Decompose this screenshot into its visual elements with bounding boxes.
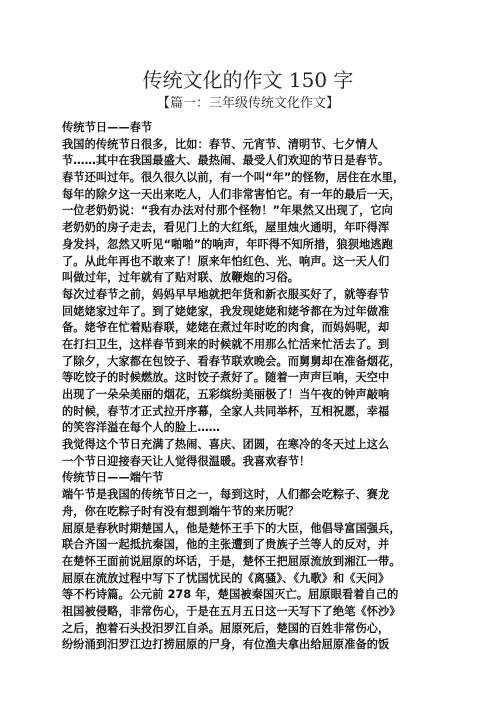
text-line: 舟，你在吃粽子时有没有想到端午节的来历呢？: [62, 504, 300, 518]
text-line: 我国的传统节日很多，比如：春节、元宵节、清明节、七夕情人: [62, 137, 379, 151]
text-line: 叫做过年，过年就有了贴对联、放鞭炮的习俗。: [62, 271, 300, 285]
text-line: 的笑容洋溢在每个人的脸上……: [62, 421, 221, 435]
text-line: 春节还叫过年。很久很久以前，有一个叫“年”的怪物，居住在水里，: [62, 171, 405, 185]
text-line: 在打扫卫生，这样春节到来的时候就不用那么忙活来忙活去了。到: [62, 337, 390, 351]
text-line: 等不朽诗篇。公元前 278 年，楚国被秦国灭亡。屈原眼看着自己的: [62, 588, 399, 602]
text-line: 了除夕，大家都在包饺子、看春节联欢晚会。而舅舅却在准备烟花，: [62, 354, 401, 368]
text-line: 我觉得这个节日充满了热闹、喜庆、团圆，在寒冷的冬天过上这么: [62, 438, 390, 452]
text-line: 传统节日——端午节: [62, 471, 164, 485]
text-line: 的时候，春节才正式拉开序幕，全家人共同举杯，互相祝愿，幸福: [62, 404, 390, 418]
text-line: 屈原在流放过程中写下了忧国忧民的《离骚》、《九歌》和《天问》: [62, 571, 390, 585]
text-line: 屈原是春秋时期楚国人，他是楚怀王手下的大臣，他倡导富国强兵，: [62, 521, 401, 535]
text-line: 回姥姥家过年了。到了姥姥家，我发现姥姥和姥爷都在为过年做准: [62, 304, 390, 318]
text-line: 一位老奶奶说：“我有办法对付那个怪物！”年果然又出现了，它向: [62, 204, 393, 218]
document-body: [62, 120, 438, 654]
text-line: 身发抖，忽然又听见“啪啪”的响声，年吓得不知所措，狼狈地逃跑: [62, 237, 393, 251]
text-line: 每次过春节之前，妈妈早早地就把年货和新衣服买好了，就等春节: [62, 287, 390, 301]
document-subtitle: 【篇一：三年级传统文化作文】: [156, 96, 339, 111]
text-line: 联合齐国一起抵抗秦国，他的主张遭到了贵族子兰等人的反对，并: [62, 538, 390, 552]
document-title: 传统文化的作文 150 字: [142, 68, 354, 92]
text-line: 出现了一朵朵美丽的烟花，五彩缤纷美丽极了！当午夜的钟声敲响: [62, 388, 390, 401]
text-line: 端午节是我国的传统节日之一，每到这时，人们都会吃粽子、赛龙: [62, 488, 390, 502]
text-line: 祖国被侵略，非常伤心，于是在五月五日这一天写下了绝笔《怀沙》: [62, 604, 401, 618]
text-line: 纷纷涌到汨罗江边打捞屈原的尸身，有位渔夫拿出给屈原准备的饭: [62, 638, 390, 652]
text-line: 一个节日迎接春天让人觉得很温暖。我喜欢春节！: [62, 454, 311, 468]
text-line: 传统节日——春节: [62, 121, 153, 134]
text-line: 之后，抱着石头投汨罗江自杀。屈原死后，楚国的百姓非常伤心，: [62, 621, 390, 635]
text-line: 备。姥爷在忙着贴春联，姥姥在煮过年时吃的肉食，而妈妈呢，却: [62, 321, 390, 335]
text-line: 节……其中在我国最盛大、最热闹、最受人们欢迎的节日是春节。: [62, 154, 390, 168]
text-line: 在楚怀王面前说屈原的坏话，于是，楚怀王把屈原流放到湘江一带。: [62, 554, 401, 568]
text-line: 等吃饺子的时候燃放。这时饺子煮好了。随着一声声巨响，天空中: [62, 371, 390, 385]
text-line: 老奶奶的房子走去，看见门上的大红纸，屋里烛火通明，年吓得浑: [62, 221, 390, 235]
text-line: 了。从此年再也不敢来了！原来年怕红色、光、响声。这一天人们: [62, 254, 390, 268]
text-line: 每年的除夕这一天出来吃人，人们非常害怕它。有一年的最后一天，: [62, 187, 401, 201]
